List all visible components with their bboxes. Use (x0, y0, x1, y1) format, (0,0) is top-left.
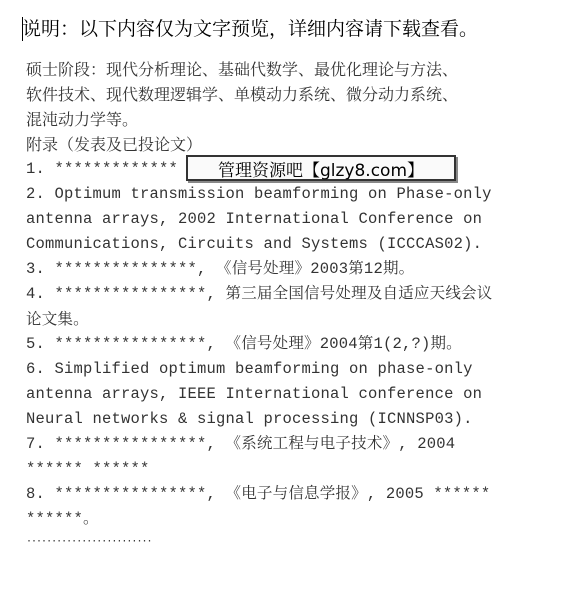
reference-line: 8. ****************, 《电子与信息学报》, 2005 ****** (26, 485, 491, 503)
intro-block (26, 58, 566, 158)
reference-line: 5. ****************, 《信号处理》2004第1(2,?)期。 (26, 335, 462, 353)
reference-line: 论文集。 (26, 310, 89, 328)
reference-line: 1. ************* (26, 160, 179, 178)
intro-line: 混沌动力学等。 (26, 110, 139, 129)
reference-line: ****** ****** (26, 460, 150, 478)
appendix-heading: 附录（发表及已投论文） (26, 135, 203, 154)
trailing-dots: ························· (26, 536, 152, 547)
reference-line: 3. ***************, 《信号处理》2003第12期。 (26, 260, 415, 278)
intro-line: 软件技术、现代数理逻辑学、单模动力系统、微分动力系统、 (26, 85, 459, 104)
reference-list (26, 157, 566, 532)
reference-line: 2. Optimum transmission beamforming on Phase-only (26, 185, 492, 203)
reference-line: 6. Simplified optimum beamforming on phase-only (26, 360, 473, 378)
reference-line: Communications, Circuits and Systems (ICCCAS02). (26, 235, 483, 253)
reference-line: antenna arrays, 2002 International Conference on (26, 210, 483, 228)
reference-line: 7. ****************, 《系统工程与电子技术》, 2004 (26, 435, 456, 453)
reference-line: antenna arrays, IEEE International conference on (26, 385, 483, 403)
intro-line: 硕士阶段：现代分析理论、基础代数学、最优化理论与方法、 (26, 60, 459, 79)
preview-notice: 说明：以下内容仅为文字预览，详细内容请下载查看。 (22, 18, 479, 40)
reference-line: ******。 (26, 510, 99, 528)
reference-line: 4. ****************, 第三届全国信号处理及自适应天线会议 (26, 285, 493, 303)
reference-line: Neural networks & signal processing (ICNNSP03). (26, 410, 473, 428)
site-watermark: 管理资源吧【glzy8.com】 (186, 155, 456, 181)
